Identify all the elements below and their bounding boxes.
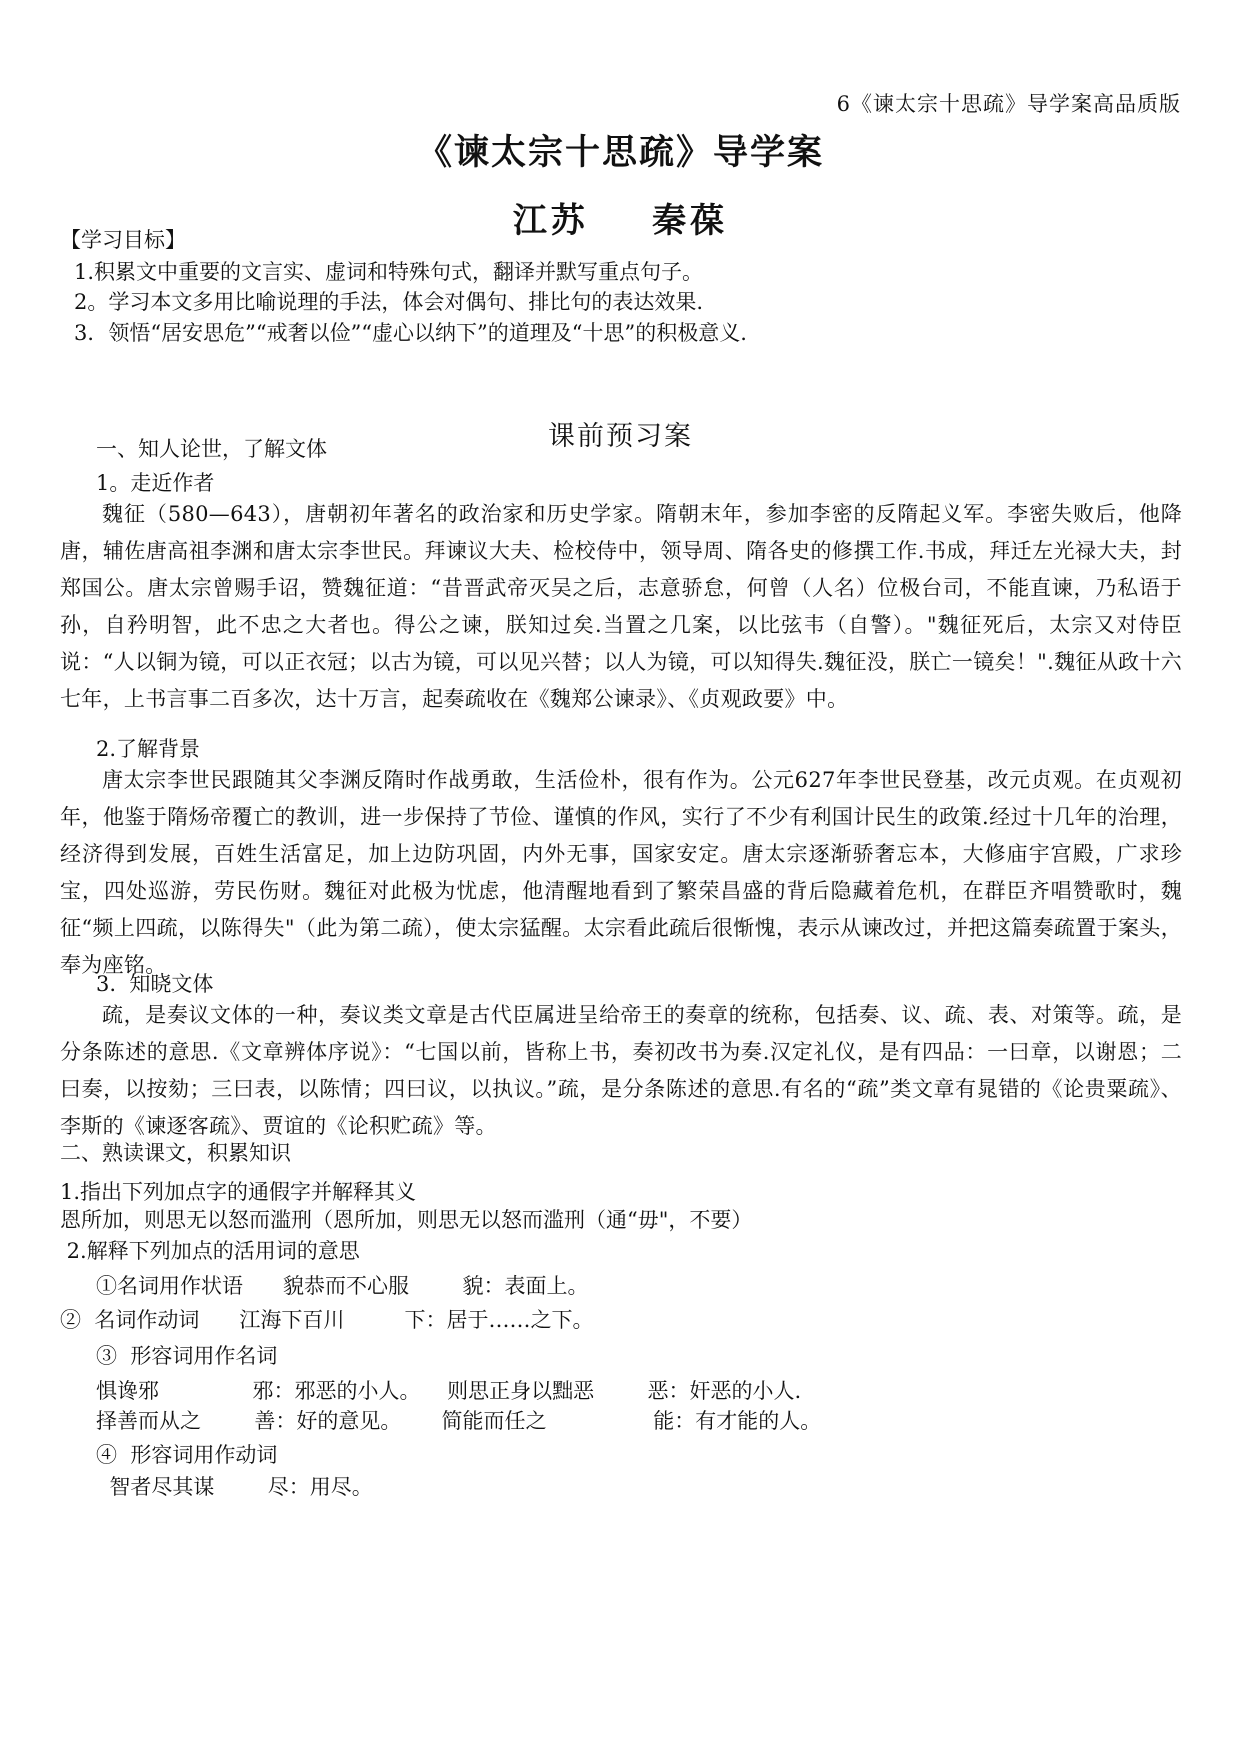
list-item: 择善而从之 善：好的意见。 简能而任之 能：有才能的人。 (96, 1409, 822, 1433)
subheading-background: 2.了解背景 (96, 737, 201, 761)
paragraph-background: 唐太宗李世民跟随其父李渊反隋时作战勇敢，生活俭朴，很有作为。公元627年李世民登基，改元贞观。在贞观初年，他鉴于隋炀帝覆亡的教训，进一步保持了节俭、谨慎的作风，实行了不少有利国计民生的政策.经过十几年的治理，经济得到发展，百姓生活富足，加上边防巩固，内外无事，国家安定。唐太宗逐渐骄奢忘本，大修庙宇宫殿，广求珍宝，四处巡游，劳民伤财。魏征对此极为忧虑，他清醒地看到了繁荣昌盛的背后隐藏着危机，在群臣齐唱赞歌时，魏征“频上四疏，以陈得失"（此为第二疏），使太宗猛醒。太宗看此疏后很惭愧，表示从谏改过，并把这篇奏疏置于案头，奉为座铭。 (60, 768, 1182, 977)
list-item: ③ 形容词用作名词 (96, 1344, 278, 1368)
part1-heading: 一、知人论世，了解文体 (96, 437, 327, 461)
paragraph-genre: 疏，是奏议文体的一种，奏议类文章是古代臣属进呈给帝王的奏章的统称，包括奏、议、疏、表、对策等。疏，是分条陈述的意思.《文章辨体序说》：“七国以前，皆称上书，奏初改书为奏.汉定礼仪，是有四品：一曰章，以谢恩；二曰奏，以按劾；三曰表，以陈情；四曰议，以执议。”疏，是分条陈述的意思.有名的“疏”类文章有晁错的《论贵粟疏》、李斯的《谏逐客疏》、贾谊的《论积贮疏》等。 (60, 1003, 1182, 1138)
part2-heading: 二、熟读课文，积累知识 (60, 1141, 291, 1165)
subheading-author: 1。走近作者 (96, 471, 215, 495)
objective-item: 2。学习本文多用比喻说理的手法，体会对偶句、排比句的表达效果. (74, 290, 704, 314)
section-title: 课前预习案 (548, 421, 693, 452)
list-item: ② 名词作动词 江海下百川 下：居于……之下。 (60, 1308, 594, 1332)
author-line: 江苏 秦葆 (512, 201, 729, 241)
question-1: 1.指出下列加点字的通假字并解释其义 (60, 1180, 417, 1204)
objective-item: 1.积累文中重要的文言实、虚词和特殊句式，翻译并默写重点句子。 (74, 260, 704, 284)
subheading-genre: 3. 知晓文体 (96, 972, 214, 996)
document-header: 6《谏太宗十思疏》导学案高品质版 (836, 92, 1181, 116)
page-title: 《谏太宗十思疏》导学案 (416, 133, 824, 173)
list-item: ①名词用作状语 貌恭而不心服 貌：表面上。 (96, 1274, 589, 1298)
list-item: 惧谗邪 邪：邪恶的小人。 则思正身以黜恶 恶：奸恶的小人. (96, 1379, 802, 1403)
objectives-heading: 【学习目标】 (60, 228, 186, 252)
list-item: ④ 形容词用作动词 (96, 1443, 278, 1467)
list-item: 智者尽其谋 尽：用尽。 (96, 1475, 373, 1499)
objective-item: 3．领悟“居安思危”“戒奢以俭”“虚心以纳下”的道理及“十思”的积极意义. (74, 321, 747, 345)
paragraph-author: 魏征（580—643），唐朝初年著名的政治家和历史学家。隋朝末年，参加李密的反隋起义军。李密失败后，他降唐，辅佐唐高祖李渊和唐太宗李世民。拜谏议大夫、检校侍中，领导周、隋各史的修撰工作.书成，拜迁左光禄大夫，封郑国公。唐太宗曾赐手诏，赞魏征道：“昔晋武帝灭吴之后，志意骄怠，何曾（人名）位极台司，不能直谏，乃私语于孙，自矜明智，此不忠之大者也。得公之谏，朕知过矣.当置之几案，以比弦韦（自警）。"魏征死后，太宗又对侍臣说：“人以铜为镜，可以正衣冠；以古为镜，可以见兴替；以人为镜，可以知得失.魏征没，朕亡一镜矣！".魏征从政十六七年，上书言事二百多次，达十万言，起奏疏收在《魏郑公谏录》、《贞观政要》中。 (60, 502, 1182, 711)
question-2: 2.解释下列加点的活用词的意思 (60, 1239, 360, 1263)
question-1-line: 恩所加，则思无以怒而滥刑（恩所加，则思无以怒而滥刑（通“毋"，不要） (60, 1208, 753, 1232)
